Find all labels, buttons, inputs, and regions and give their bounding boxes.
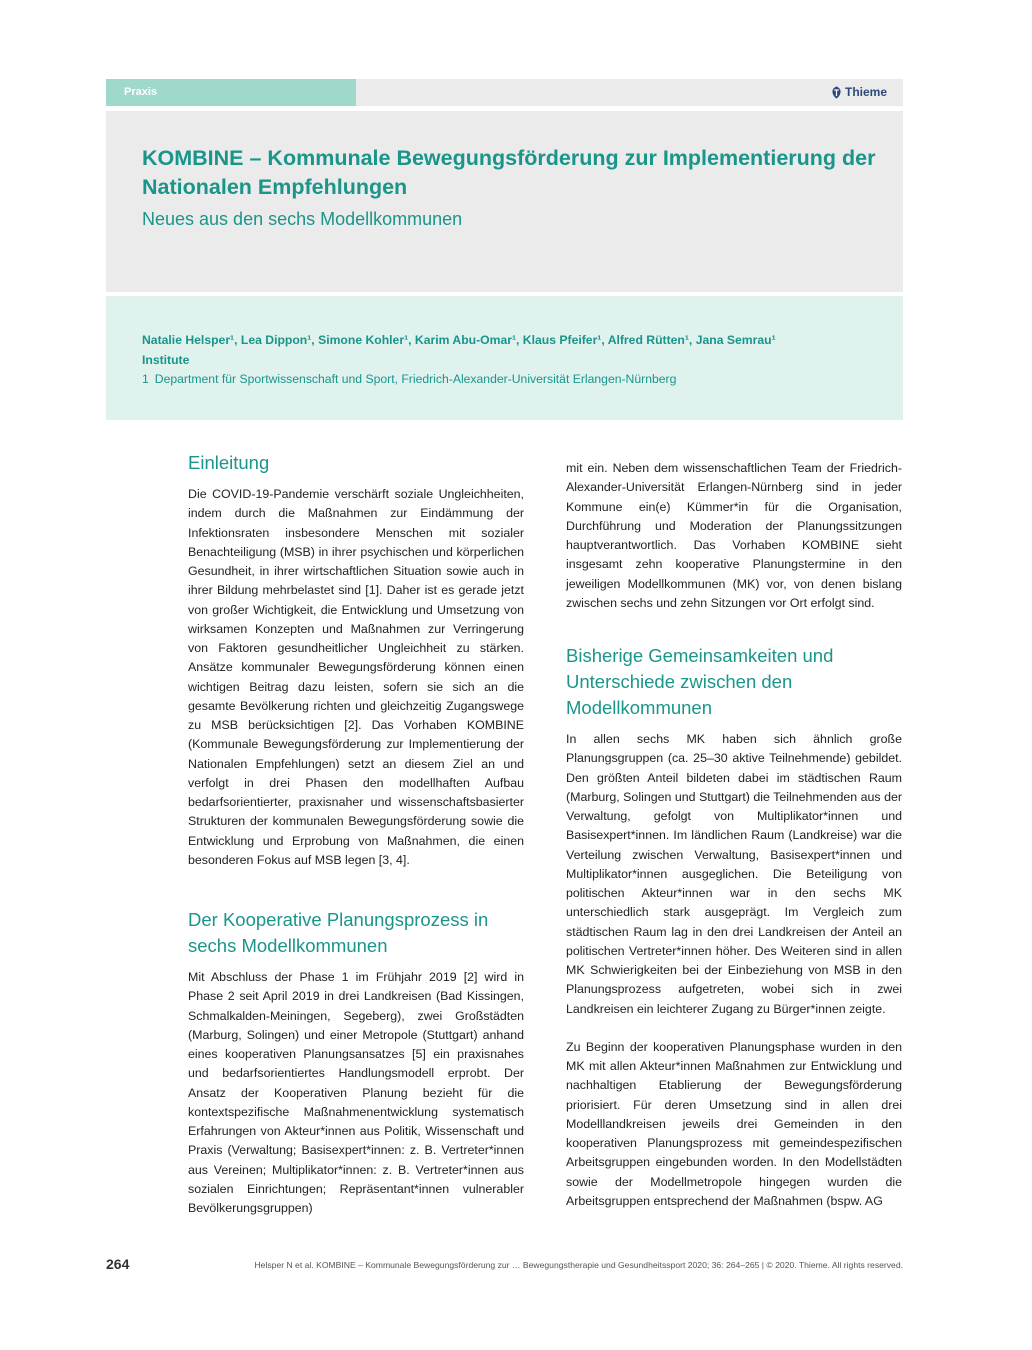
- institute-affiliation: [142, 372, 676, 386]
- thieme-logo-icon: [831, 86, 842, 99]
- section-tab: Praxis: [106, 79, 356, 106]
- title-block: [106, 111, 903, 292]
- top-header-band: [106, 79, 903, 106]
- paragraph-einleitung: Die COVID-19-Pandemie verschärft soziale Ungleichheiten, indem durch die Maßnahmen zur Eindämmung der Infektionsraten insbesondere Menschen mit sozialer Benachteiligung (MSB) in ihrer psychischen und körperlichen Gesundheit, in ihrer wirtschaftlichen Situation sowie auch in ihrer Bildung mehrbelastet sind [1]. Daher ist es gerade jetzt von großer Wichtigkeit, die Entwicklung und Umsetzung von wirksamen Konzepten und Maßnahmen zur Verringerung von Faktoren gesundheitlicher Ungleichheit zu stärken. Ansätze kommunaler Bewegungsförderung können einen wichtigen Beitrag dazu leisten, sofern sie sich an die gesamte Bevölkerung richten und gleichzeitig Zugangswege zu MSB berücksichtigen [2]. Das Vorhaben KOMBINE (Kommunale Bewegungsförderung zur Implementierung der Nationalen Empfehlungen) setzt an diesem Ziel an und verfolgt in drei Phasen den modellhaften Aufbau bedarfsorientierter, praxisnaher und wissenschaftsbasierter Strukturen der kommunalen Bewegungsförderung sowie die Entwicklung und Erprobung von Maßnahmen, die einen besonderen Fokus auf MSB legen [3, 4].: [188, 487, 524, 867]
- left-column: [188, 450, 524, 1218]
- section-heading-planungsprozess: Der Kooperative Planungsprozess in sechs Modellkommunen: [188, 909, 489, 956]
- paragraph-gemeinsamkeiten-1: In allen sechs MK haben sich ähnlich große Planungsgruppen (ca. 25–30 aktive Teilnehmende) gebildet. Den größten Anteil bildeten dabei im städtischen Raum (Marburg, Solingen und Stuttgart) die Teilnehmenden aus der Verwaltung, gefolgt von Multiplikator*innen und Basisexpert*innen. Im ländlichen Raum (Landkreise) war die Verteilung zwischen Verwaltung, Basisexpert*innen und Multiplikator*innen ausgeglichen. Die Beteiligung von politischen Akteur*innen war in den sechs MK unterschiedlich stark ausgeprägt. Im Vergleich zum städtischen Raum lag in den drei Landkreisen der Anteil an politischen Vertreter*innen höher. Des Weiteren sind in allen MK Schwierigkeiten bei der Einbeziehung von MSB in den Planungsprozess aufgetreten, wobei sich in zwei Landkreisen ein leichterer Zugang zu Bürger*innen zeigte.: [566, 732, 902, 1016]
- institute-number: 1: [142, 372, 149, 386]
- footer-citation: Helsper N et al. KOMBINE – Kommunale Bewegungsförderung zur … Bewegungstherapie und Gesundheitssport 2020; 36: 264–265 | © 2020. Thieme. All rights reserved.: [254, 1260, 903, 1270]
- publisher-name: Thieme: [844, 85, 887, 99]
- paragraph-gemeinsamkeiten-2: Zu Beginn der kooperativen Planungsphase wurden in den MK mit allen Akteur*innen Maßnahmen zur Entwicklung und nachhaltigen Etablierung der Bewegungsförderung priorisiert. Für deren Umsetzung sind in allen drei Modelllandkreisen jeweils drei Gemeinden in den kooperativen Planungsprozess mit gemeindespezifischen Arbeitsgruppen eingebunden worden. In den Modellstädten sowie der Modellmetropole hingegen wurden die Arbeitsgruppen entsprechend der Maßnahmen (bspw. AG: [566, 1039, 902, 1208]
- page-number: 264: [106, 1256, 130, 1272]
- author-list: Natalie Helsper¹, Lea Dippon¹, Simone Kohler¹, Karim Abu-Omar¹, Klaus Pfeifer¹, Alfred Rütten¹, Jana Semrau¹: [142, 333, 776, 347]
- publisher-logo: [831, 79, 887, 106]
- right-column: [566, 459, 902, 1211]
- paragraph-planungsprozess: Mit Abschluss der Phase 1 im Frühjahr 2019 [2] wird in Phase 2 seit April 2019 in drei Landkreisen (Bad Kissingen, Schmalkalden-Meiningen, Segeberg), zwei Großstädten (Marburg, Solingen) und einer Metropole (Stuttgart) anhand eines kooperativen Planungsansatzes [5] ein praxisnahes und bedarfsorientiertes Handlungsmodell erprobt. Der Ansatz der Kooperativen Planung bezieht für die kontextspezifische Maßnahmenentwicklung systematisch Erfahrungen von Akteur*innen aus Politik, Wissenschaft und Praxis (Verwaltung; Basisexpert*innen: z. B. Vertreter*innen aus Vereinen; Multiplikator*innen: z. B. Vertreter*innen aus sozialen Einrichtungen; Repräsentant*innen vulnerabler Bevölkerungsgruppen): [188, 970, 524, 1215]
- section-heading-gemeinsamkeiten: Bisherige Gemeinsamkeiten und Unterschiede zwischen den Modellkommunen: [566, 645, 834, 718]
- author-block: [106, 296, 903, 420]
- section-heading-einleitung: Einleitung: [188, 452, 270, 473]
- article-title: KOMBINE – Kommunale Bewegungsförderung zur Implementierung der Nationalen Empfehlungen: [142, 146, 876, 199]
- paragraph-continuation: mit ein. Neben dem wissenschaftlichen Team der Friedrich-Alexander-Universität Erlangen-Nürnberg sind in jeder Kommune ein(e) Kümmer*in für die Organisation, Durchführung und Moderation der Planungssitzungen hauptverantwortlich. Das Vorhaben KOMBINE sieht insgesamt zehn kooperative Planungstermine in den jeweiligen Modellkommunen (MK) vor, von denen bislang zwischen sechs und zehn Sitzungen vor Ort erfolgt sind.: [566, 461, 902, 610]
- article-subtitle: Neues aus den sechs Modellkommunen: [142, 209, 463, 229]
- institute-name: Department für Sportwissenschaft und Sport, Friedrich-Alexander-Universität Erlangen-Nürnberg: [154, 372, 677, 386]
- institute-label: Institute: [142, 353, 190, 367]
